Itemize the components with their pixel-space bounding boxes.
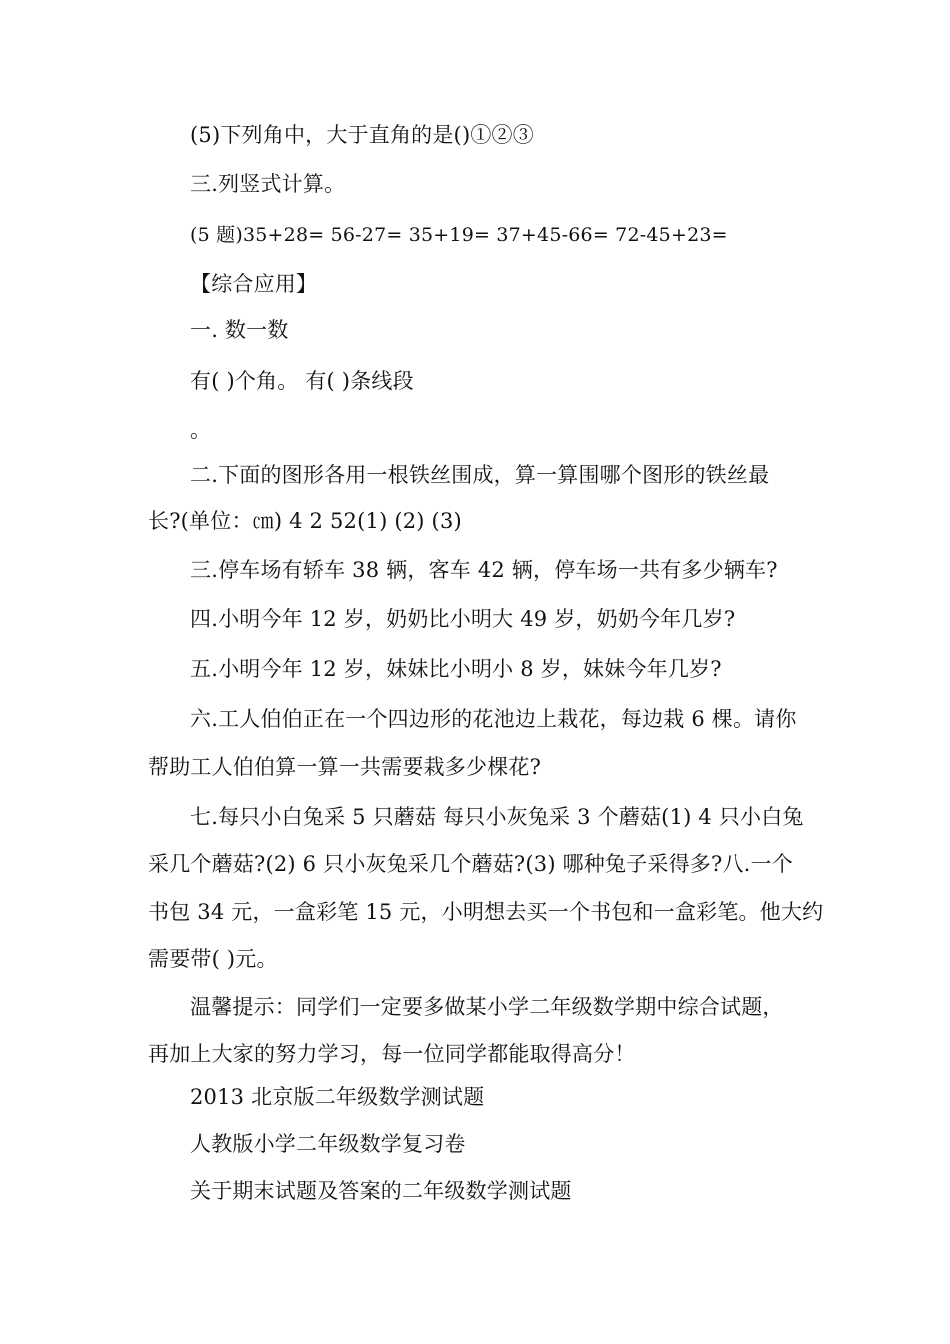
related-title-2: 人教版小学二年级数学复习卷	[190, 1132, 466, 1156]
flower-question-line-2: 帮助工人伯伯算一算一共需要栽多少棵花?	[148, 755, 542, 779]
related-title-1: 2013 北京版二年级数学测试题	[190, 1085, 485, 1109]
calculation-problems: (5 题)35+28= 56-27= 35+19= 37+45-66= 72-45+23=	[190, 224, 728, 246]
question-5-right-angle: (5)下列角中，大于直角的是()①②③	[190, 123, 534, 147]
sister-age-question: 五.小明今年 12 岁，妹妹比小明小 8 岁，妹妹今年几岁?	[190, 657, 722, 681]
rabbit-mushroom-question-line-2: 采几个蘑菇?(2) 6 只小灰兔采几个蘑菇?(3) 哪种兔子采得多?八.一个	[148, 852, 793, 876]
count-section-title: 一. 数一数	[190, 318, 289, 342]
flower-question-line-1: 六.工人伯伯正在一个四边形的花池边上栽花，每边栽 6 棵。请你	[190, 707, 797, 731]
section-3-vertical-calculation: 三.列竖式计算。	[190, 172, 346, 196]
schoolbag-question-line-1: 书包 34 元，一盒彩笔 15 元，小明想去买一个书包和一盒彩笔。他大约	[148, 900, 824, 924]
period-line: 。	[190, 418, 212, 442]
schoolbag-question-line-2: 需要带( )元。	[148, 947, 278, 971]
parking-question: 三.停车场有轿车 38 辆，客车 42 辆，停车场一共有多少辆车?	[190, 558, 778, 582]
angles-and-segments-question: 有( )个角。 有( )条线段	[190, 369, 414, 393]
warm-tip-line-2: 再加上大家的努力学习，每一位同学都能取得高分！	[148, 1042, 636, 1066]
comprehensive-application-heading: 【综合应用】	[190, 272, 318, 296]
wire-shape-question-line-2: 长?(单位：㎝) 4 2 52(1) (2) (3)	[148, 509, 462, 533]
grandma-age-question: 四.小明今年 12 岁，奶奶比小明大 49 岁，奶奶今年几岁?	[190, 607, 736, 631]
related-title-3: 关于期末试题及答案的二年级数学测试题	[190, 1179, 572, 1203]
rabbit-mushroom-question-line-1: 七.每只小白兔采 5 只蘑菇 每只小灰兔采 3 个蘑菇(1) 4 只小白兔	[190, 805, 804, 829]
wire-shape-question-line-1: 二.下面的图形各用一根铁丝围成，算一算围哪个图形的铁丝最	[190, 463, 770, 487]
warm-tip-line-1: 温馨提示：同学们一定要多做某小学二年级数学期中综合试题，	[190, 995, 784, 1019]
